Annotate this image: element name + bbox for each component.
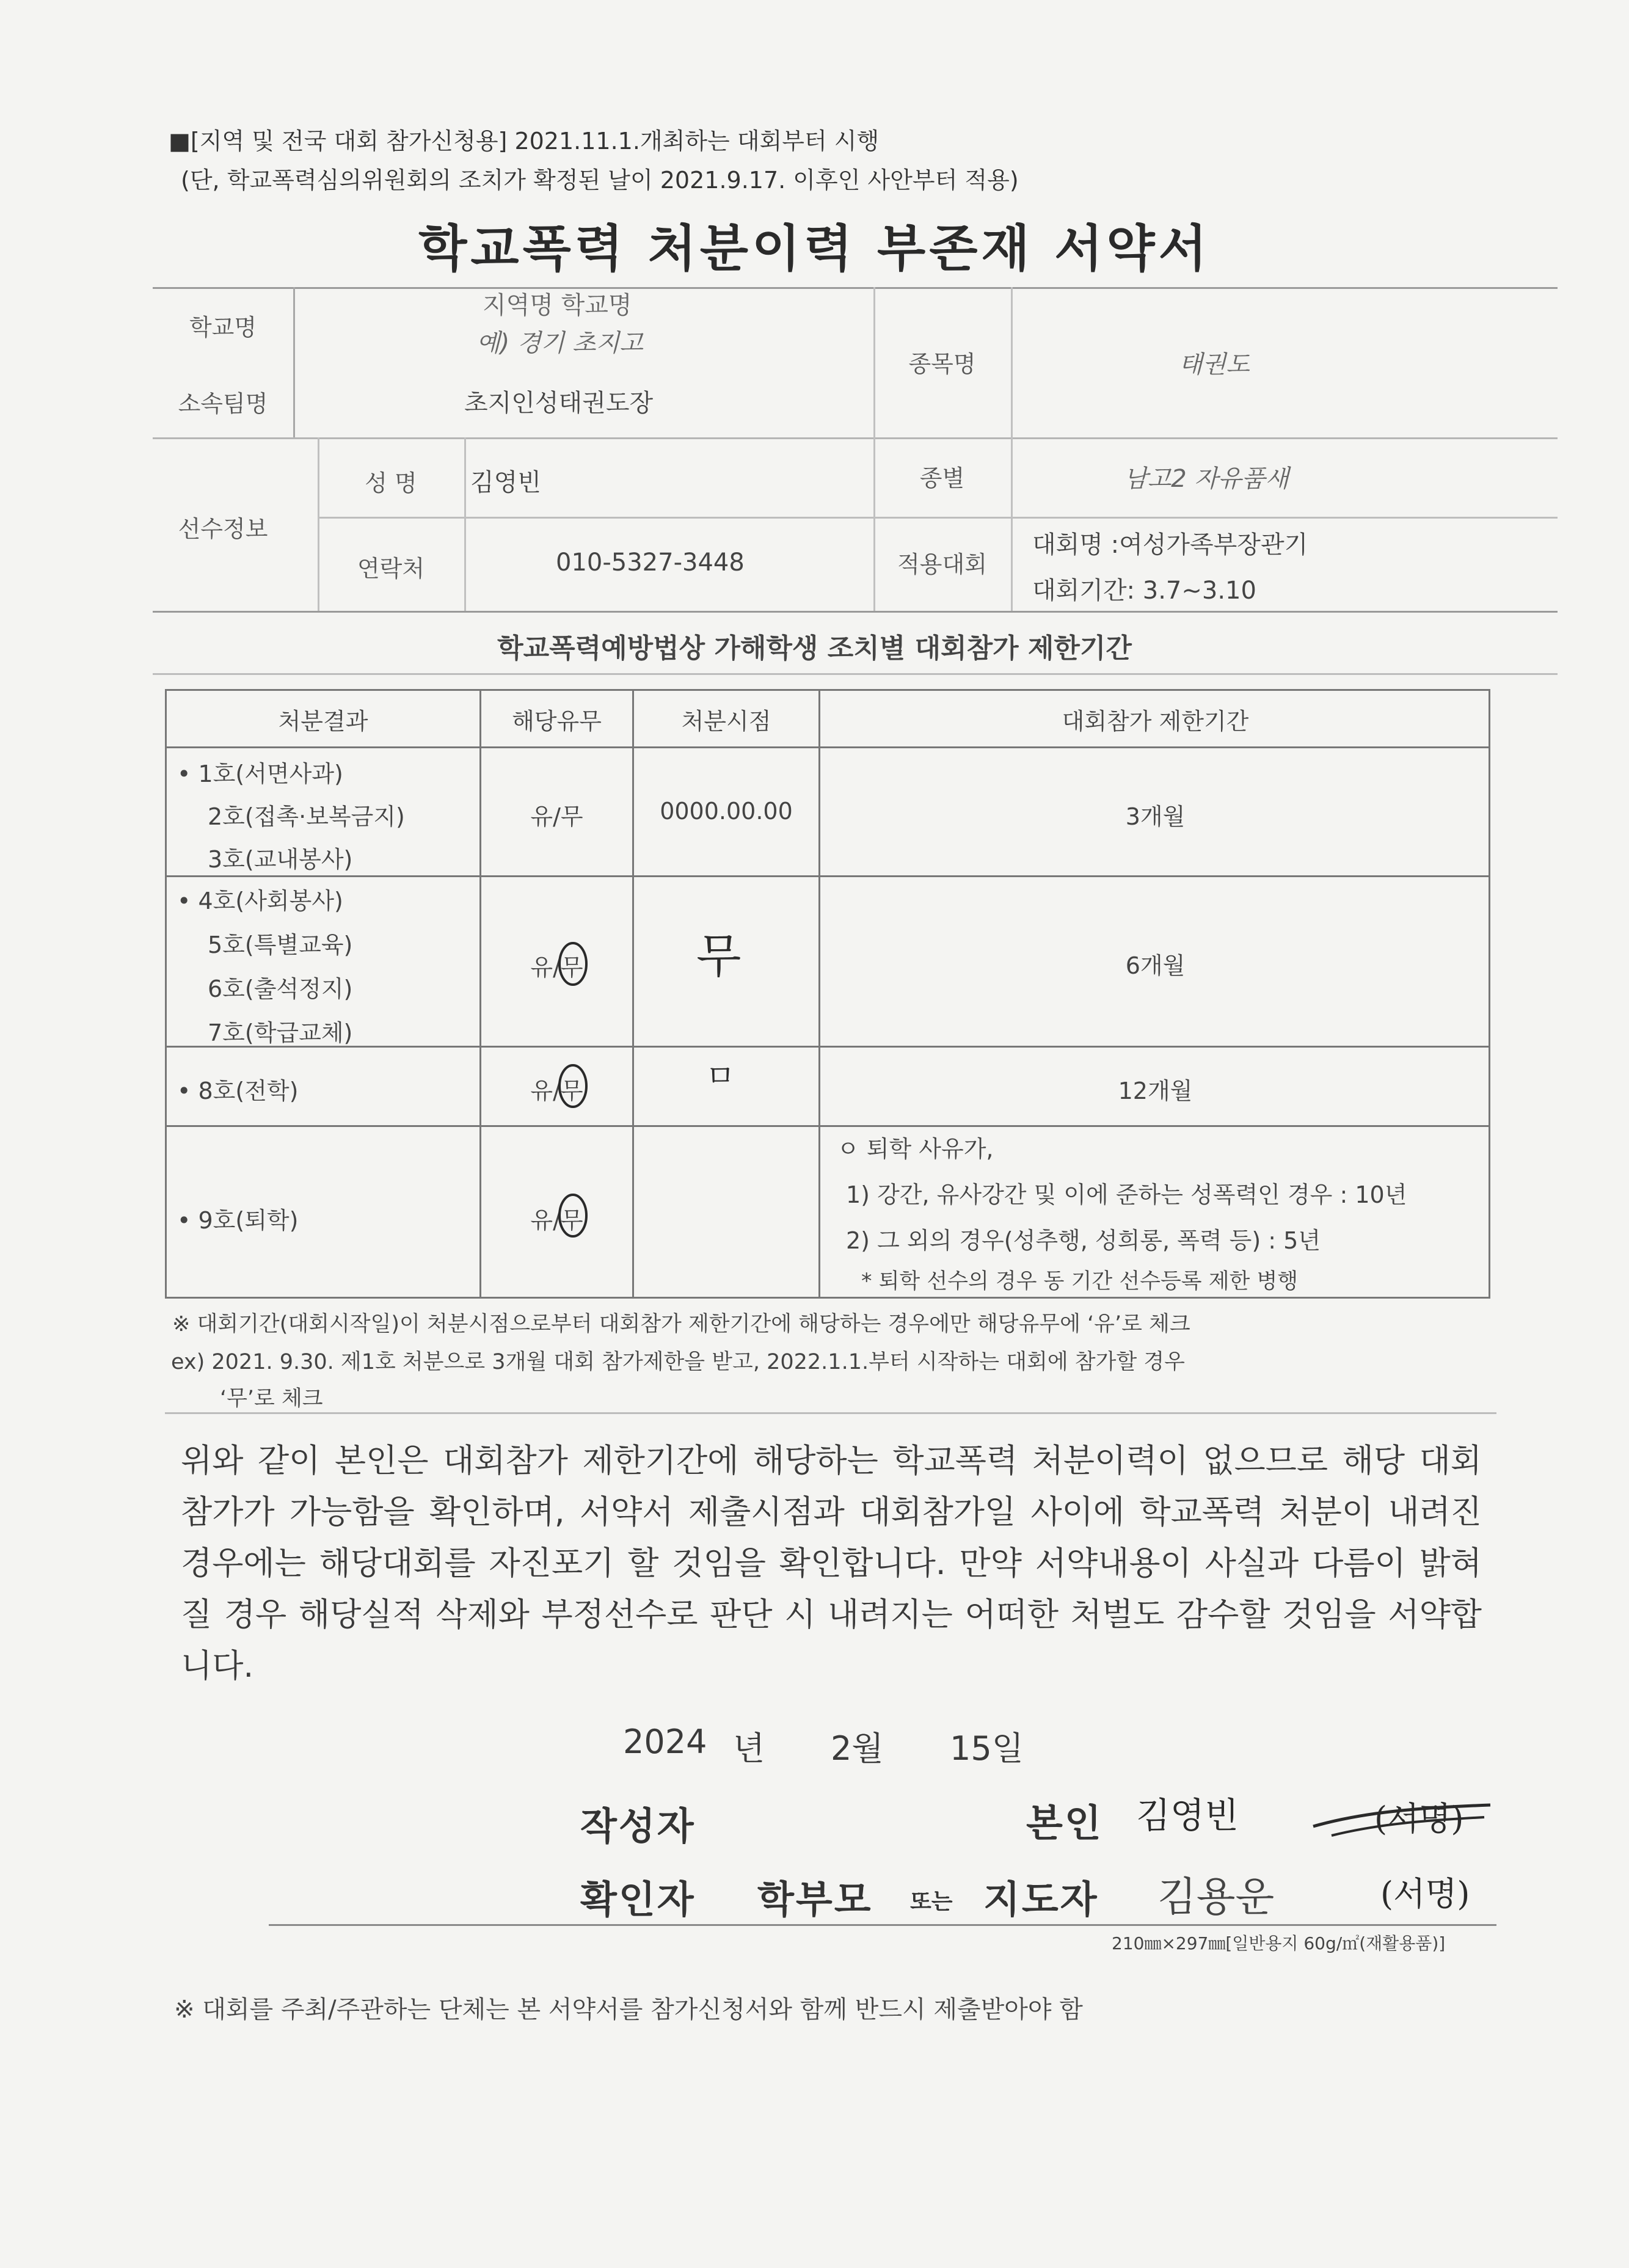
self-signature-name: 김영빈 (1136, 1795, 1239, 1836)
name-label: 성 명 (365, 470, 417, 497)
player-info-label: 선수정보 (178, 516, 268, 542)
result-item: • 8호(전학) (177, 1077, 299, 1104)
result-item: • 1호(서면사과) (177, 760, 343, 787)
self-sign-mark: (서명) (1374, 1799, 1464, 1838)
handwritten-circle-mark (555, 939, 591, 988)
result-item: • 9호(퇴학) (177, 1207, 299, 1234)
result-item: • 4호(사회봉사) (177, 888, 343, 914)
expulsion-note: 1) 강간, 유사강간 및 이에 준하는 성폭력인 경우 : 10년 (846, 1181, 1407, 1208)
applicable-value: 유/무 (530, 954, 583, 981)
column-header-applicable: 해당유무 (512, 708, 602, 735)
column-header-date: 처분시점 (681, 708, 771, 735)
document-title: 학교폭력 처분이력 부존재 서약서 (418, 220, 1211, 278)
disposition-date: 0000.00.00 (660, 798, 793, 825)
applicable-value: 유/무 (530, 803, 583, 830)
contact-value: 010-5327-3448 (556, 549, 745, 577)
event-value: 태권도 (1179, 351, 1250, 379)
applicable-value: 유/무 (530, 1077, 583, 1104)
handwritten-date-mark: ㅁ (705, 1059, 735, 1094)
restriction-period: 6개월 (1125, 952, 1186, 979)
team-label: 소속팀명 (178, 390, 268, 417)
school-hint: 지역명 학교명 (483, 291, 632, 319)
category-value: 남고2 자유품새 (1124, 465, 1289, 493)
date-month: 2월 (831, 1729, 884, 1768)
result-item: 2호(접촉·보복금지) (208, 803, 405, 830)
result-item: 3호(교내봉사) (208, 846, 353, 873)
table-note: ※ 대회기간(대회시작일)이 처분시점으로부터 대회참가 제한기간에 해당하는 경우에만 해당유무에 ‘유’로 체크 (172, 1312, 1190, 1336)
result-item: 6호(출석정지) (208, 975, 353, 1002)
restriction-heading: 학교폭력예방법상 가해학생 조치별 대회참가 제한기간 (497, 633, 1132, 664)
confirmer-label: 확인자 (580, 1877, 696, 1922)
date-year: 2024 (623, 1723, 707, 1761)
coach-label: 지도자 (983, 1877, 1099, 1922)
contact-label: 연락처 (357, 555, 425, 582)
table-note-example-cont: ‘무’로 체크 (220, 1387, 323, 1411)
footer-note: ※ 대회를 주최/주관하는 단체는 본 서약서를 참가신청서와 함께 반드시 제출받아야 함 (174, 1996, 1083, 2024)
restriction-period: 12개월 (1118, 1077, 1193, 1104)
result-item: 5호(특별교육) (208, 932, 353, 958)
competition-name: 대회명 :여성가족부장관기 (1032, 531, 1308, 559)
school-label: 학교명 (189, 314, 257, 341)
column-header-result: 처분결과 (278, 708, 368, 735)
event-label: 종목명 (908, 351, 976, 377)
parent-label: 학부모 (757, 1877, 873, 1922)
name-value: 김영빈 (470, 469, 541, 497)
date-year-unit: 년 (733, 1729, 765, 1768)
applicable-value: 유/무 (530, 1207, 583, 1234)
expulsion-note: * 퇴학 선수의 경우 동 기간 선수등록 제한 병행 (861, 1269, 1299, 1294)
result-item: 7호(학급교체) (208, 1019, 353, 1046)
top-note-line2: (단, 학교폭력심의위원회의 조치가 확정된 날이 2021.9.17. 이후인 사안부터 적용) (181, 167, 1019, 194)
handwritten-circle-mark (555, 1191, 591, 1240)
handwritten-circle-mark (555, 1062, 591, 1110)
declaration-text: 위와 같이 본인은 대회참가 제한기간에 해당하는 학교폭력 처분이력이 없으므로 해당 대회 참가가 가능함을 확인하며, 서약서 제출시점과 대회참가일 사이에 학교폭력 처분이 내려진 경우에는 해당대회를 자진포기 할 것임을 확인합니다. 만약 서약내용이 사실과 다름이 밝혀질 경우 해당실적 삭제와 부정선수로 판단 시 내려지는 어떠한 처벌도 감수할 것임을 서약합니다. (181, 1442, 1482, 1685)
competition-period: 대회기간: 3.7~3.10 (1032, 577, 1256, 605)
date-day: 15일 (950, 1729, 1024, 1768)
self-label: 본인 (1026, 1801, 1103, 1845)
coach-sign-mark: (서명) (1380, 1875, 1470, 1913)
top-note-line1: ■[지역 및 전국 대회 참가신청용] 2021.11.1.개최하는 대회부터 시행 (169, 128, 880, 155)
writer-label: 작성자 (580, 1804, 696, 1848)
expulsion-note: 2) 그 외의 경우(성추행, 성희롱, 폭력 등) : 5년 (846, 1227, 1321, 1254)
signature-scribble (1307, 1790, 1496, 1845)
table-note-example: ex) 2021. 9.30. 제1호 처분으로 3개월 대회 참가제한을 받고, 2022.1.1.부터 시작하는 대회에 참가할 경우 (171, 1350, 1185, 1374)
paper-spec: 210㎜×297㎜[일반용지 60g/㎡(재활용품)] (1112, 1933, 1446, 1953)
competition-label: 적용대회 (897, 551, 987, 578)
expulsion-note: ㅇ 퇴학 사유가, (837, 1136, 994, 1162)
column-header-period: 대회참가 제한기간 (1062, 708, 1249, 735)
team-value: 초지인성태권도장 (464, 389, 654, 417)
coach-signature-name: 김용운 (1157, 1873, 1275, 1920)
or-label: 또는 (910, 1889, 953, 1914)
category-label: 종별 (919, 465, 965, 492)
handwritten-date-mark: 무 (696, 929, 742, 983)
school-value: 예) 경기 초지고 (476, 329, 643, 357)
restriction-period: 3개월 (1125, 803, 1186, 830)
